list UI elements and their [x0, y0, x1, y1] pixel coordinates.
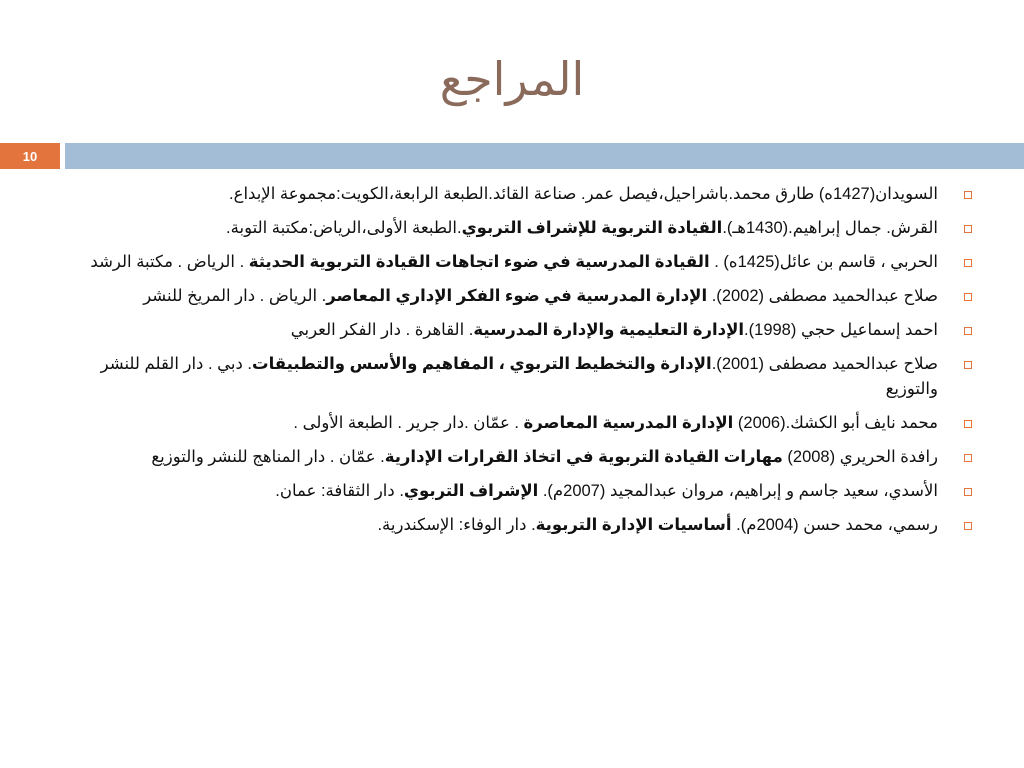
reference-item [90, 318, 986, 343]
square-bullet-icon [964, 327, 972, 335]
reference-item [90, 479, 986, 504]
square-bullet-icon [964, 259, 972, 267]
reference-title: الإدارة المدرسية في ضوء الفكر الإداري المعاصر [326, 287, 708, 305]
reference-text: صلاح عبدالحميد مصطفى (2002). [707, 287, 938, 305]
slide-title: المراجع [439, 52, 585, 106]
reference-list [90, 182, 986, 547]
reference-text: السويدان(1427ه) طارق محمد.باشراحيل،فيصل عمر. صناعة القائد.الطبعة الرابعة،الكويت:مجموعة الإبداع. [229, 185, 938, 203]
reference-item [90, 411, 986, 436]
square-bullet-icon [964, 488, 972, 496]
reference-title: القيادة المدرسية في ضوء اتجاهات القيادة التربوية الحديثة [248, 253, 710, 271]
reference-text: الأسدي، سعيد جاسم و إبراهيم، مروان عبدالمجيد (2007م). [538, 482, 938, 500]
reference-title: الإشراف التربوي [403, 482, 539, 500]
reference-title: الإدارة والتخطيط التربوي ، المفاهيم والأسس والتطبيقات [252, 355, 712, 373]
square-bullet-icon [964, 293, 972, 301]
reference-title: الإدارة التعليمية والإدارة المدرسية [473, 321, 745, 339]
reference-title: القيادة التربوية للإشراف التربوي [461, 219, 723, 237]
square-bullet-icon [964, 361, 972, 369]
header-bar [65, 143, 1024, 169]
reference-item [90, 445, 986, 470]
reference-text: . عمّان .دار جرير . الطبعة الأولى . [293, 414, 524, 432]
square-bullet-icon [964, 225, 972, 233]
reference-item [90, 250, 986, 275]
reference-text: الحربي ، قاسم بن عائل(1425ه) . [709, 253, 938, 271]
square-bullet-icon [964, 420, 972, 428]
reference-text: رسمي، محمد حسن (2004م). [731, 516, 938, 534]
reference-text: . القاهرة . دار الفكر العربي [290, 321, 474, 339]
reference-item [90, 182, 986, 207]
reference-text: صلاح عبدالحميد مصطفى (2001). [711, 355, 938, 373]
reference-text: . دبي . دار القلم للنشر والتوزيع [100, 355, 938, 398]
reference-text: احمد إسماعيل حجي (1998). [744, 321, 938, 339]
reference-text: . الرياض . مكتبة الرشد [90, 253, 249, 271]
square-bullet-icon [964, 522, 972, 530]
reference-text: . دار الوفاء: الإسكندرية. [377, 516, 536, 534]
reference-text: محمد نايف أبو الكشك.(2006) [733, 414, 938, 432]
reference-item [90, 284, 986, 309]
reference-title: مهارات القيادة التربوية في اتخاذ القرارات الإدارية [384, 448, 783, 466]
reference-text: . عمّان . دار المناهج للنشر والتوزيع [151, 448, 385, 466]
reference-text: . دار الثقافة: عمان. [275, 482, 404, 500]
reference-item [90, 513, 986, 538]
reference-text: رافدة الحريري (2008) [782, 448, 938, 466]
square-bullet-icon [964, 454, 972, 462]
reference-item [90, 352, 986, 402]
reference-title: الإدارة المدرسية المعاصرة [523, 414, 734, 432]
reference-text: . الرياض . دار المريخ للنشر [143, 287, 327, 305]
reference-text: .الطبعة الأولى،الرياض:مكتبة التوبة. [226, 219, 462, 237]
page-number-badge: 10 [0, 143, 60, 169]
reference-text: القرش. جمال إبراهيم.(1430هـ). [722, 219, 938, 237]
reference-title: أساسيات الإدارة التربوية [535, 516, 732, 534]
square-bullet-icon [964, 191, 972, 199]
reference-item [90, 216, 986, 241]
